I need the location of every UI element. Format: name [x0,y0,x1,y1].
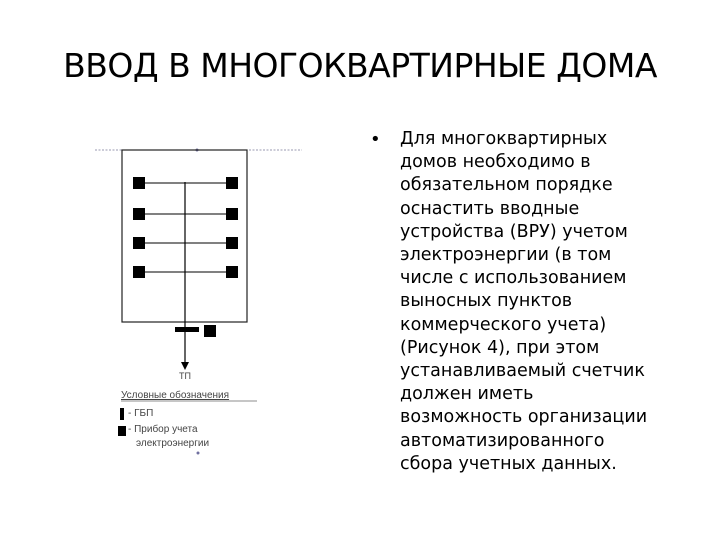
bullet-line: (Рисунок 4), при этом [400,337,600,358]
bullet-line: автоматизированного [400,430,605,451]
legend-meter-label-1: - Прибор учета [128,424,198,435]
apartment-meter [133,237,145,249]
bullet-line: возможность организации [400,407,648,428]
apartment-meter [226,208,238,220]
apartment-meter [133,208,145,220]
apartment-meter [226,177,238,189]
apartment-meter [226,237,238,249]
bullet-line: оснастить вводные [400,198,580,219]
bullet-line: выносных пунктов [400,291,573,312]
wiring-diagram [95,140,305,470]
bullet-line: коммерческого учета) [400,314,607,335]
legend-title: Условные обозначения [121,390,230,401]
apartment-meter [133,266,145,278]
bullet-line: числе с использованием [400,268,627,289]
apartment-meter [226,266,238,278]
bullet-line: устройства (ВРУ) учетом [400,221,628,242]
substation-label: ТП [179,371,191,381]
legend-meter-label-2: электроэнергии [136,438,210,449]
legend-gbp-symbol [120,408,124,420]
bullet-text [400,128,690,476]
input-meter [204,325,216,337]
gbp-switch [175,327,199,332]
slide-title: ВВОД В МНОГОКВАРТИРНЫЕ ДОМА [63,46,657,85]
bullet-line: устанавливаемый счетчик [400,361,645,382]
legend-gbp-label: - ГБП [128,408,154,419]
bullet-line: должен иметь [400,384,534,405]
bullet-line: обязательном порядке [400,175,613,196]
bullet-line: Для многоквартирных [400,129,608,149]
arrow-down-icon [181,362,189,370]
bullet-line: сбора учетных данных. [400,453,617,474]
bullet-line: домов необходимо в [400,152,591,173]
legend-meter-symbol [118,426,126,436]
bullet-line: электроэнергии (в том [400,245,612,266]
bullet-icon: • [370,129,381,150]
legend-marker [197,452,200,455]
apartment-meter [133,177,145,189]
